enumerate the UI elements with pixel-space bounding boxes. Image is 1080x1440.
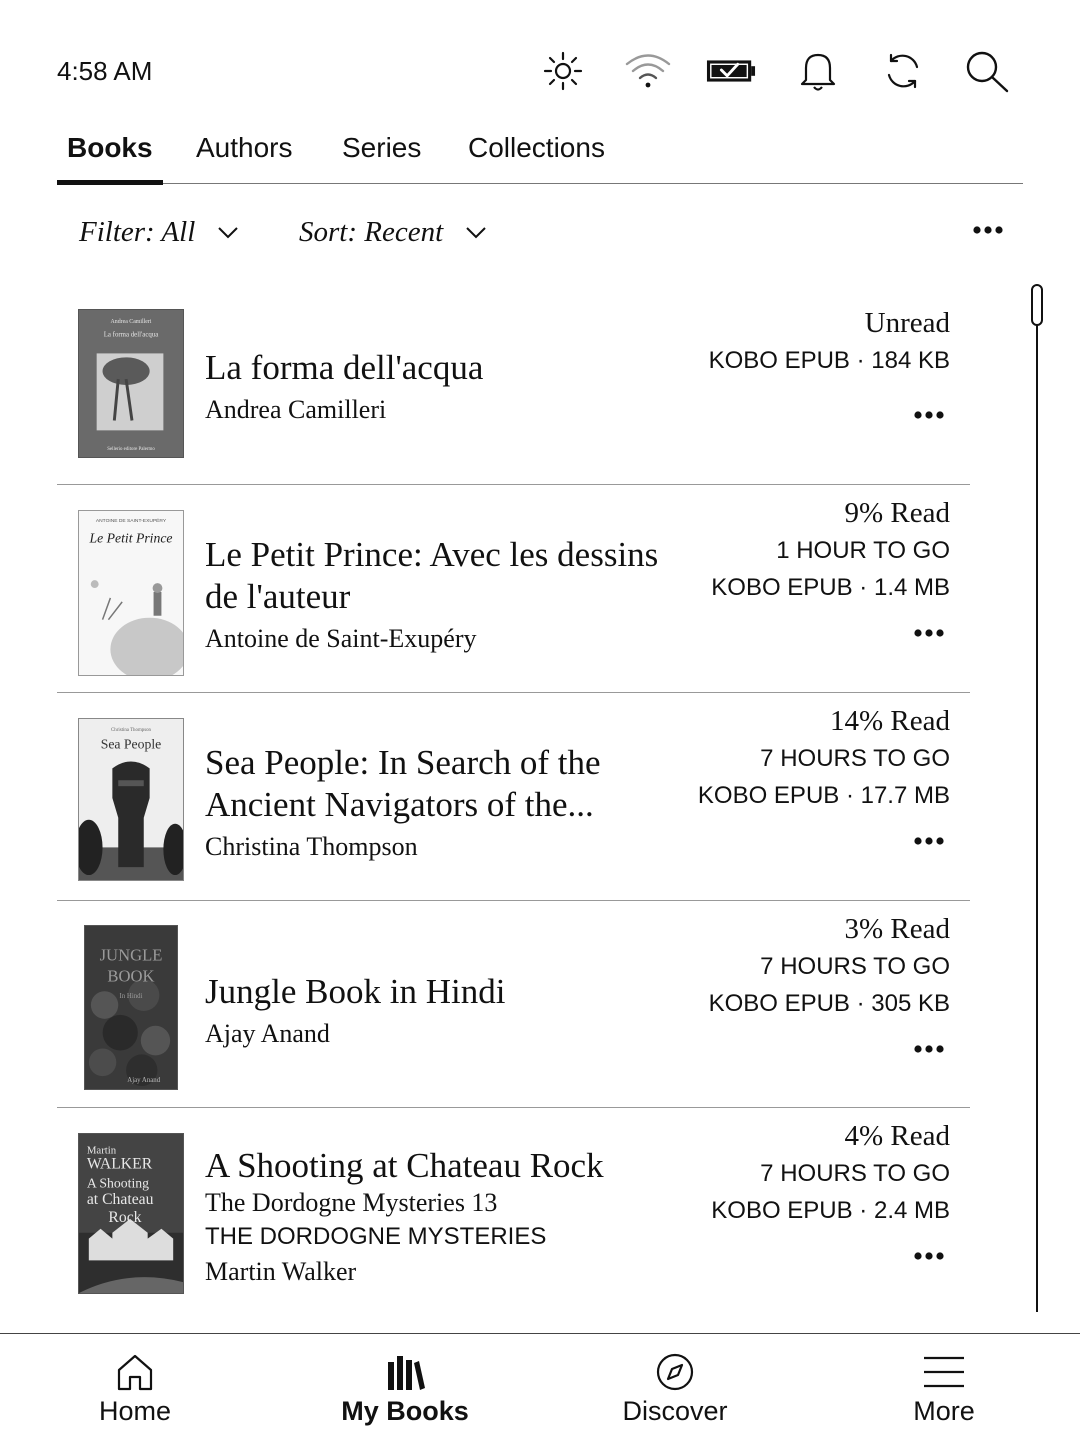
nav-my-books[interactable] (305, 1334, 505, 1440)
tab-collections[interactable]: Collections (468, 132, 605, 163)
book-series: THE DORDOGNE MYSTERIES (205, 1223, 547, 1250)
filter-label: Filter: All (79, 216, 196, 248)
book-series-number: The Dordogne Mysteries 13 (205, 1188, 498, 1217)
cover-author-text: ANTOINE DE SAINT-EXUPÉRY (95, 518, 167, 524)
book-row[interactable] (57, 485, 970, 693)
book-author: Ajay Anand (205, 1019, 330, 1048)
book-info (205, 742, 675, 864)
book-info (205, 534, 675, 656)
cover-title-text: Le Petit Prince (89, 530, 173, 546)
book-options-icon[interactable] (913, 1041, 945, 1059)
book-row[interactable] (57, 1108, 970, 1318)
reading-status: 4% Read (844, 1120, 950, 1152)
time-remaining: 7 HOURS TO GO (760, 1160, 950, 1187)
book-row[interactable] (57, 901, 970, 1108)
active-tab-indicator (57, 180, 163, 185)
notifications-icon[interactable] (793, 48, 843, 94)
file-info: KOBO EPUB · 1.4 MB (711, 574, 950, 601)
book-author: Andrea Camilleri (205, 395, 387, 424)
book-info (205, 971, 675, 1051)
file-info: KOBO EPUB · 2.4 MB (711, 1197, 950, 1224)
file-info: KOBO EPUB · 17.7 MB (697, 782, 950, 809)
book-title: Sea People: In Search of the Ancient Navigators of the... (205, 743, 601, 824)
menu-icon (924, 1352, 964, 1392)
scrollbar-track[interactable] (1036, 290, 1038, 1312)
tab-authors[interactable]: Authors (196, 132, 293, 163)
battery-charging-icon[interactable] (706, 48, 756, 94)
clock: 4:58 AM (57, 56, 153, 86)
cover-title-line-1: A Shooting (86, 1175, 149, 1191)
tab-books[interactable]: Books (67, 132, 153, 163)
wifi-icon[interactable] (623, 48, 673, 94)
book-options-icon[interactable] (913, 1248, 945, 1266)
cover-title-text: La forma dell'acqua (103, 331, 159, 339)
time-remaining: 7 HOURS TO GO (760, 745, 950, 772)
book-options-icon[interactable] (913, 407, 945, 425)
book-meta (698, 703, 950, 814)
cover-author-text: Andrea Camilleri (110, 318, 152, 325)
library-tabs (57, 125, 1023, 184)
reading-status: 3% Read (844, 913, 950, 945)
book-meta (711, 1118, 950, 1229)
filter-bar (0, 210, 1080, 260)
file-info: KOBO EPUB · 305 KB (708, 990, 950, 1017)
nav-label: My Books (341, 1396, 469, 1426)
book-list (57, 283, 970, 1318)
nav-label: Discover (622, 1396, 728, 1426)
book-options-icon[interactable] (913, 625, 945, 643)
book-title: Jungle Book in Hindi (205, 972, 506, 1011)
book-info (205, 1145, 675, 1289)
book-cover[interactable] (78, 309, 184, 458)
book-author: Martin Walker (205, 1257, 357, 1286)
cover-author-first: Martin (86, 1144, 117, 1157)
book-cover[interactable] (78, 510, 184, 676)
status-bar (0, 0, 1080, 120)
home-icon (115, 1352, 155, 1392)
nav-discover[interactable] (575, 1334, 775, 1440)
search-icon[interactable] (962, 48, 1012, 94)
time-remaining: 1 HOUR TO GO (776, 537, 950, 564)
sort-dropdown[interactable] (299, 216, 487, 249)
book-cover[interactable] (84, 925, 178, 1090)
sync-icon[interactable] (878, 48, 928, 94)
cover-author-text: Ajay Anand (127, 1077, 161, 1085)
book-cover[interactable] (78, 718, 184, 881)
book-title: La forma dell'acqua (205, 348, 484, 387)
file-info: KOBO EPUB · 184 KB (708, 347, 950, 374)
book-meta (709, 305, 950, 379)
book-info (205, 347, 675, 427)
reading-status: 9% Read (844, 497, 950, 529)
scrollbar-thumb[interactable] (1031, 284, 1043, 326)
chevron-down-icon (217, 226, 239, 240)
library-icon (385, 1352, 425, 1392)
time-remaining: 7 HOURS TO GO (760, 953, 950, 980)
book-row[interactable] (57, 693, 970, 901)
cover-subtitle-text: In Hindi (119, 993, 143, 1001)
book-options-icon[interactable] (913, 833, 945, 851)
chevron-down-icon (465, 226, 487, 240)
cover-publisher-text: Sellerio editore Palermo (107, 447, 155, 453)
brightness-icon[interactable] (538, 48, 588, 94)
nav-home[interactable] (35, 1334, 235, 1440)
cover-title-text: Sea People (100, 736, 162, 752)
overflow-menu-icon[interactable] (972, 222, 1004, 240)
nav-more[interactable] (844, 1334, 1044, 1440)
book-cover[interactable] (78, 1133, 184, 1294)
reading-status: 14% Read (830, 705, 950, 737)
bottom-navigation (0, 1333, 1080, 1440)
book-title: Le Petit Prince: Avec les dessins de l'auteur (205, 535, 659, 616)
cover-title-line-3: Rock (108, 1208, 142, 1226)
cover-title-text: JUNGLE (99, 945, 163, 965)
reading-status: Unread (864, 307, 950, 339)
cover-author-last: WALKER (86, 1155, 153, 1173)
cover-author-text: Christina Thompson (111, 727, 151, 733)
filter-dropdown[interactable] (79, 216, 239, 249)
compass-icon (655, 1352, 695, 1392)
book-author: Antoine de Saint-Exupéry (205, 624, 477, 653)
nav-label: Home (98, 1396, 172, 1426)
book-author: Christina Thompson (205, 832, 418, 861)
tab-series[interactable]: Series (342, 132, 422, 163)
sort-label: Sort: Recent (299, 216, 444, 248)
cover-title-text-2: BOOK (107, 966, 155, 986)
book-row[interactable] (57, 283, 970, 485)
nav-label: More (913, 1396, 975, 1426)
book-title: A Shooting at Chateau Rock (205, 1146, 604, 1185)
cover-title-line-2: at Chateau (86, 1191, 154, 1209)
book-meta (711, 495, 950, 606)
book-meta (709, 911, 950, 1022)
